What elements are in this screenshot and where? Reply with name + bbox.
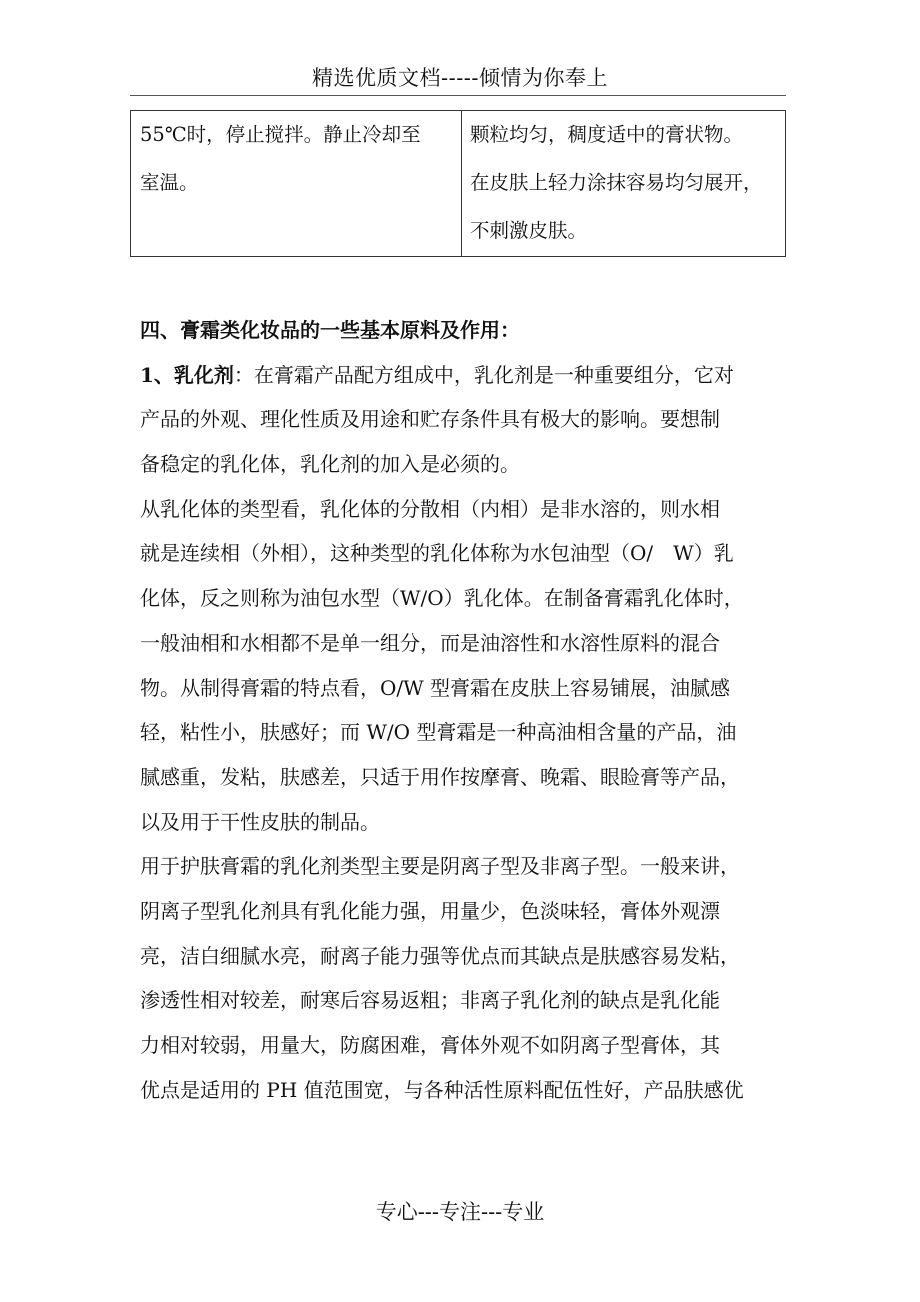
paragraph-line: 化体，反之则称为油包水型（W/O）乳化体。在制备膏霜乳化体时， [140, 586, 744, 611]
table-text-line: 颗粒均匀，稠度适中的膏状物。 [470, 123, 744, 146]
paragraph-line: 用于护肤膏霜的乳化剂类型主要是阴离子型及非离子型。一般来讲， [140, 854, 740, 879]
paragraph-line: 渗透性相对较差，耐寒后容易返粗；非离子乳化剂的缺点是乳化能 [140, 988, 720, 1013]
paragraph-line: 力相对较弱，用量大，防腐困难，膏体外观不如阴离子型膏体，其 [140, 1033, 720, 1057]
page-header: 精选优质文档-----倾情为你奉上 [312, 66, 608, 90]
paragraph-line: 从乳化体的类型看，乳化体的分散相（内相）是非水溶的，则水相 [140, 496, 720, 521]
table-text-line: 在皮肤上轻力涂抹容易均匀展开， [470, 171, 763, 194]
document-body [140, 308, 790, 1112]
item-label: 1、乳化剂 [140, 362, 234, 387]
table-text-line: 室温。 [140, 171, 199, 194]
paragraph-line: 阴离子型乳化剂具有乳化能力强，用量少，色淡味轻，膏体外观漂 [140, 898, 720, 923]
section-heading: 四、膏霜类化妆品的一些基本原料及作用： [140, 318, 520, 342]
table-text-line: 不刺激皮肤。 [470, 219, 588, 242]
paragraph-line: 备稳定的乳化体，乳化剂的加入是必须的。 [140, 452, 520, 477]
paragraph-line: 物。从制得膏霜的特点看，O/W 型膏霜在皮肤上容易铺展，油腻感 [140, 675, 731, 700]
page-footer: 专心---专注---专业 [375, 1200, 545, 1224]
paragraph-line: 就是连续相（外相），这种类型的乳化体称为水包油型（O/ W）乳 [140, 541, 734, 566]
paragraph-line: 优点是适用的 PH 值范围宽，与各种活性原料配伍性好，产品肤感优 [140, 1077, 744, 1102]
table-text-line: 55℃时，停止搅拌。静止冷却至 [140, 123, 421, 146]
table-cell-appearance [470, 111, 790, 255]
paragraph-line: 轻，粘性小，肤感好；而 W/O 型膏霜是一种高油相含量的产品，油 [140, 720, 737, 745]
paragraph-line: 以及用于干性皮肤的制品。 [140, 809, 380, 834]
paragraph-line: 亮，洁白细腻水亮，耐离子能力强等优点而其缺点是肤感容易发粘， [140, 943, 740, 968]
paragraph-line: 产品的外观、理化性质及用途和贮存条件具有极大的影响。要想制 [140, 407, 720, 432]
item-emulsifier-intro [140, 353, 790, 398]
property-table [130, 110, 786, 257]
table-cell-procedure [140, 111, 455, 207]
paragraph-line: 一般油相和水相都不是单一组分，而是油溶性和水溶性原料的混合 [140, 630, 720, 655]
table-column-divider [461, 111, 462, 256]
paragraph-line: ：在膏霜产品配方组成中，乳化剂是一种重要组分，它对 [233, 362, 734, 387]
paragraph-line: 腻感重，发粘，肤感差，只适于用作按摩膏、晚霜、眼睑膏等产品， [140, 764, 740, 789]
header-divider [130, 95, 786, 96]
